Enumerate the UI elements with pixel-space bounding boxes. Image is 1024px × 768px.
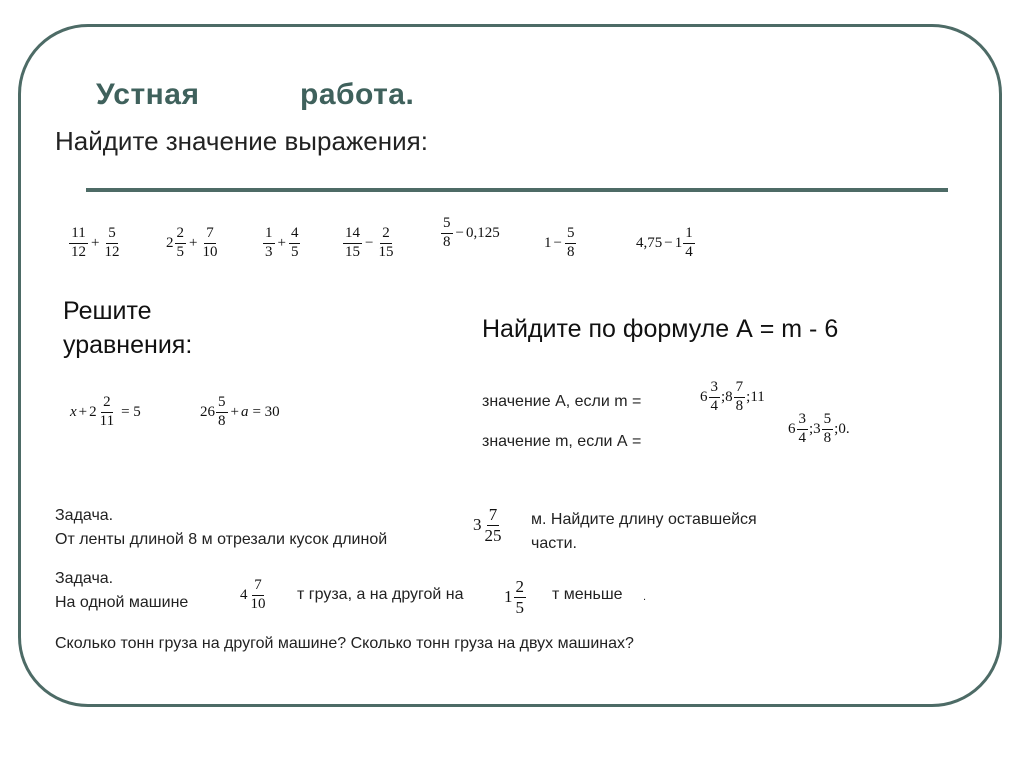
formula-heading: Найдите по формуле А = m - 6 — [482, 315, 839, 343]
task1-text-cont: м. Найдите длину оставшейся — [531, 511, 757, 528]
formula-line1-values: 6 $\frac{3}{4}$ ; 8 $\frac{7}{8}$ ; 11 — [700, 379, 765, 414]
task1-fraction: 3 $\frac{7}{25}$ — [473, 505, 502, 545]
formula-line2-values: 6 $\frac{3}{4}$ ; 3 $\frac{5}{8}$ ; 0. — [788, 411, 850, 446]
formula-line2-label: значение m, если А = — [482, 433, 642, 450]
expression-1: $\frac{11}{12}$ + $\frac{5}{12}$ — [71, 225, 120, 260]
task1-label: Задача. — [55, 507, 114, 524]
task2-text-cont: т груза, а на другой на — [297, 586, 464, 603]
equation-1: x + 2 $\frac{2}{11}$ = 5 — [70, 394, 141, 429]
task2-label: Задача. — [55, 570, 114, 587]
page-subtitle: Найдите значение выражения: — [55, 126, 428, 156]
equations-heading: Решите уравнения: — [63, 297, 193, 359]
task2-fraction2: 1 $\frac{2}{5}$ — [504, 577, 524, 617]
task2-text-end: т меньше — [552, 586, 623, 603]
equation-2: 26 $\frac{5}{8}$ + a = 30 — [200, 394, 280, 429]
expression-7: 4,75 − 1 $\frac{1}{4}$ — [636, 225, 693, 260]
task1-text-cont2: части. — [531, 535, 577, 552]
expression-2: 2 $\frac{2}{5}$ + $\frac{7}{10}$ — [166, 225, 218, 260]
formula-line1-label: значение А, если m = — [482, 393, 642, 410]
expression-6: 1 − $\frac{5}{8}$ — [544, 225, 575, 260]
task2-fraction1: 4 $\frac{7}{10}$ — [240, 577, 266, 612]
task2-dot: . — [643, 591, 647, 603]
expression-3: $\frac{1}{3}$ + $\frac{4}{5}$ — [265, 225, 299, 260]
task1-text: От ленты длиной 8 м отрезали кусок длиной — [55, 531, 388, 548]
expression-4: $\frac{14}{15}$ − $\frac{2}{15}$ — [345, 225, 394, 260]
divider-line — [86, 188, 948, 192]
task2-text: На одной машине — [55, 594, 189, 611]
expression-5: $\frac{5}{8}$ − 0,125 — [443, 215, 500, 250]
slide-title-part1: Устная — [96, 78, 200, 111]
task2-question: Сколько тонн груза на другой машине? Сколько тонн груза на двух машинах? — [55, 635, 634, 652]
slide-title-part2: работа. — [300, 78, 415, 111]
